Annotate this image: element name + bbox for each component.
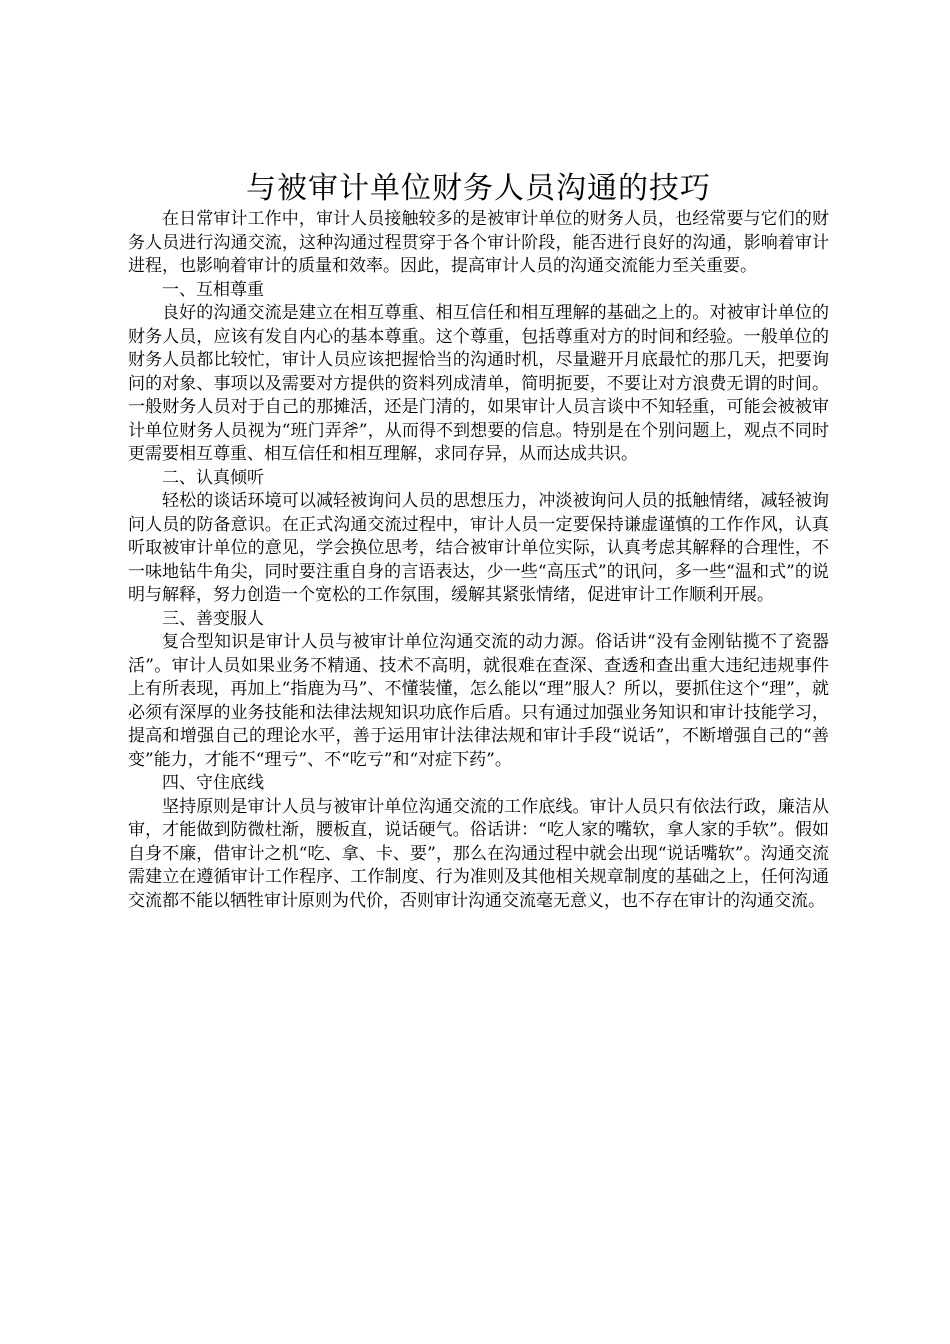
- section-paragraph-4: 坚持原则是审计人员与被审计单位沟通交流的工作底线。审计人员只有依法行政，廉洁从审，才能做到防微杜渐，腰板直，说话硬气。俗话讲：“吃人家的嘴软，拿人家的手软”。假如自身不廉，借审计之机“吃、拿、卡、要”，那么在沟通过程中就会出现“说话嘴软”。沟通交流需建立在遵循审计工作程序、工作制度、行为准则及其他相关规章制度的基础之上，任何沟通交流都不能以牺牲审计原则为代价，否则审计沟通交流毫无意义，也不存在审计的沟通交流。: [128, 796, 829, 911]
- intro-paragraph: 在日常审计工作中，审计人员接触较多的是被审计单位的财务人员，也经常要与它们的财务人员进行沟通交流，这种沟通过程贯穿于各个审计阶段，能否进行良好的沟通，影响着审计进程，也影响着审计的质量和效率。因此，提高审计人员的沟通交流能力至关重要。: [128, 209, 829, 276]
- section-heading-1: 一、互相尊重: [162, 279, 264, 300]
- section-heading-2: 二、认真倾听: [162, 467, 264, 488]
- document-title: 与被审计单位财务人员沟通的技巧: [246, 171, 711, 206]
- section-paragraph-3: 复合型知识是审计人员与被审计单位沟通交流的动力源。俗话讲“没有金刚钻揽不了瓷器活”。审计人员如果业务不精通、技术不高明，就很难在查深、查透和查出重大违纪违规事件上有所表现，再加上“指鹿为马”、不懂装懂，怎么能以“理”服人？所以，要抓住这个“理”，就必须有深厚的业务技能和法律法规知识功底作后盾。只有通过加强业务知识和审计技能学习，提高和增强自己的理论水平，善于运用审计法律法规和审计手段“说话”，不断增强自己的“善变”能力，才能不“理亏”、不“吃亏”和“对症下药”。: [128, 632, 829, 770]
- document-body: [128, 170, 829, 913]
- section-heading-3: 三、善变服人: [162, 608, 264, 629]
- section-paragraph-1: 良好的沟通交流是建立在相互尊重、相互信任和相互理解的基础之上的。对被审计单位的财务人员，应该有发自内心的基本尊重。这个尊重，包括尊重对方的时间和经验。一般单位的财务人员都比较忙，审计人员应该把握恰当的沟通时机，尽量避开月底最忙的那几天，把要询问的对象、事项以及需要对方提供的资料列成清单，简明扼要，不要让对方浪费无谓的时间。一般财务人员对于自己的那摊活，还是门清的，如果审计人员言谈中不知轻重，可能会被被审计单位财务人员视为“班门弄斧”，从而得不到想要的信息。特别是在个别问题上，观点不同时更需要相互尊重、相互信任和相互理解，求同存异，从而达成共识。: [128, 303, 829, 464]
- section-paragraph-2: 轻松的谈话环境可以减轻被询问人员的思想压力，冲淡被询问人员的抵触情绪，减轻被询问人员的防备意识。在正式沟通交流过程中，审计人员一定要保持谦虚谨慎的工作作风，认真听取被审计单位的意见，学会换位思考，结合被审计单位实际，认真考虑其解释的合理性，不一味地钻牛角尖，同时要注重自身的言语表达，少一些“高压式”的讯问，多一些“温和式”的说明与解释，努力创造一个宽松的工作氛围，缓解其紧张情绪，促进审计工作顺利开展。: [128, 491, 829, 605]
- section-heading-4: 四、守住底线: [162, 773, 264, 793]
